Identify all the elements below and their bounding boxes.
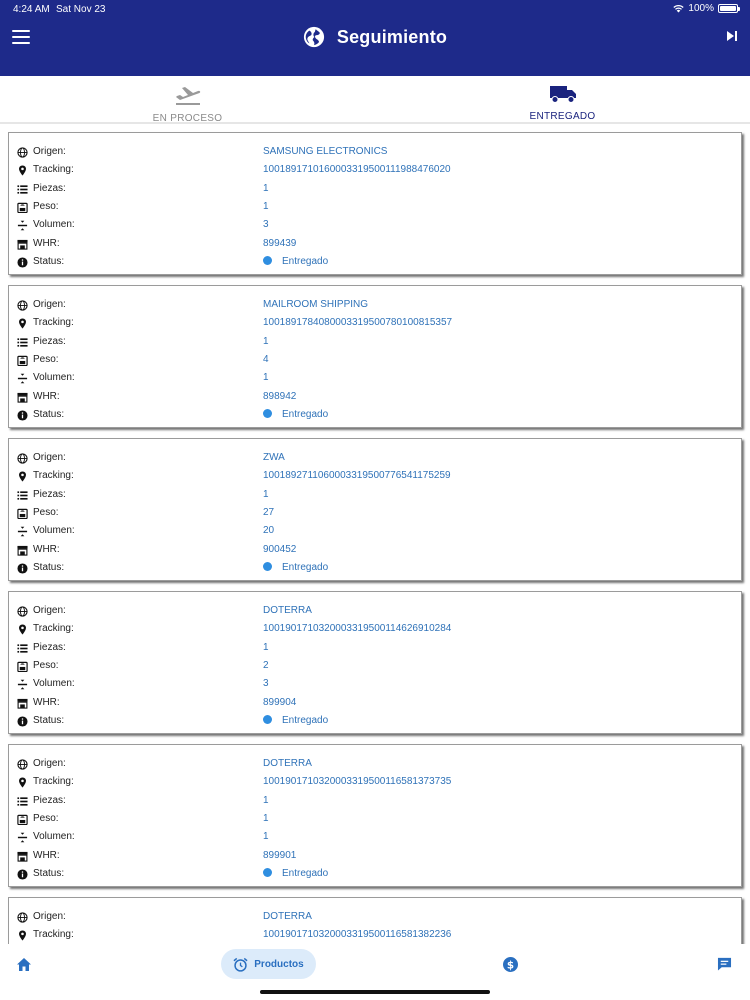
volumen-value: 20 — [263, 525, 275, 537]
field-row-volumen — [9, 217, 743, 235]
field-row-origen — [9, 603, 743, 621]
peso-value: 27 — [263, 506, 275, 518]
field-row-status — [9, 866, 743, 884]
tracking-label: Tracking: — [33, 164, 74, 176]
origen-value: ZWA — [263, 452, 285, 463]
peso-value: 1 — [263, 812, 269, 824]
volumen-value: 3 — [263, 678, 269, 690]
tab-entregado-label: ENTREGADO — [529, 111, 596, 122]
list-icon — [17, 184, 28, 195]
productos-nav-button[interactable] — [221, 949, 316, 979]
origen-label: Origen: — [33, 605, 66, 616]
whr-label: WHR: — [33, 696, 60, 708]
tab-en-proceso-label: EN PROCESO — [152, 113, 223, 124]
status-dot — [263, 562, 272, 571]
tracking-value: 1001901710320003319500116581382236 — [263, 929, 452, 941]
volume-icon — [17, 526, 28, 537]
piezas-label: Piezas: — [33, 641, 66, 653]
globe-icon — [17, 147, 28, 158]
piezas-value: 1 — [263, 794, 269, 806]
field-row-piezas — [9, 487, 743, 505]
peso-label: Peso: — [33, 812, 59, 824]
tracking-value: 1001891710160003319500111988476020 — [263, 164, 451, 176]
field-row-piezas — [9, 334, 743, 352]
whr-value: 899439 — [263, 237, 297, 249]
tracking-value: 1001891784080003319500780100815357 — [263, 317, 453, 329]
volumen-label: Volumen: — [33, 678, 75, 690]
field-row-volumen — [9, 676, 743, 694]
productos-nav-label: Productos — [254, 958, 304, 970]
field-row-whr — [9, 695, 743, 713]
field-row-piezas — [9, 793, 743, 811]
peso-label: Peso: — [33, 353, 59, 365]
whr-label: WHR: — [33, 849, 60, 861]
status-text: Entregado — [282, 561, 329, 573]
list-icon — [17, 643, 28, 654]
info-icon — [17, 563, 28, 574]
peso-value: 2 — [263, 659, 269, 671]
shipment-card[interactable] — [8, 132, 742, 275]
tracking-label: Tracking: — [33, 929, 74, 941]
origen-value: DOTERRA — [263, 758, 312, 769]
status-text: Entregado — [282, 867, 329, 879]
field-row-tracking — [9, 774, 743, 792]
whr-label: WHR: — [33, 237, 60, 249]
field-row-origen — [9, 297, 743, 315]
status-dot — [263, 715, 272, 724]
shipment-card[interactable] — [8, 438, 742, 581]
field-row-whr — [9, 236, 743, 254]
battery-percent: 100% — [688, 3, 714, 14]
tracking-label: Tracking: — [33, 776, 74, 788]
shipment-card[interactable] — [8, 591, 742, 734]
tracking-label: Tracking: — [33, 317, 74, 329]
origen-label: Origen: — [33, 758, 66, 769]
info-icon — [17, 869, 28, 880]
globe-icon — [17, 759, 28, 770]
tracking-value: 1001892711060003319500776541175259 — [263, 470, 451, 482]
warehouse-icon — [17, 239, 28, 250]
warehouse-icon — [17, 392, 28, 403]
status-dot — [263, 409, 272, 418]
status-value — [263, 868, 328, 879]
field-row-piezas — [9, 640, 743, 658]
piezas-label: Piezas: — [33, 182, 66, 194]
alarm-clock-icon — [233, 957, 248, 972]
origen-value: DOTERRA — [263, 605, 312, 616]
field-row-origen — [9, 144, 743, 162]
volumen-label: Volumen: — [33, 372, 75, 384]
tracking-value: 1001901710320003319500116581373735 — [263, 776, 452, 788]
field-row-volumen — [9, 829, 743, 847]
status-time: 4:24 AM — [13, 4, 50, 15]
volume-icon — [17, 832, 28, 843]
field-row-tracking — [9, 315, 743, 333]
status-value — [263, 562, 328, 573]
volumen-value: 3 — [263, 219, 269, 231]
map-pin-icon — [17, 471, 28, 482]
piezas-label: Piezas: — [33, 335, 66, 347]
tab-bar — [0, 76, 750, 124]
volume-icon — [17, 679, 28, 690]
status-dot — [263, 256, 272, 265]
piezas-value: 1 — [263, 335, 269, 347]
field-row-status — [9, 560, 743, 578]
svg-text:$: $ — [506, 959, 515, 972]
whr-value: 898942 — [263, 390, 297, 402]
globe-icon — [17, 606, 28, 617]
whr-value: 900452 — [263, 543, 297, 555]
piezas-label: Piezas: — [33, 488, 66, 500]
delivery-truck-icon — [549, 84, 577, 104]
status-text: Entregado — [282, 255, 329, 267]
volumen-value: 1 — [263, 372, 269, 384]
volumen-label: Volumen: — [33, 219, 75, 231]
volume-icon — [17, 373, 28, 384]
status-value — [263, 715, 328, 726]
status-value — [263, 409, 328, 420]
globe-icon — [17, 453, 28, 464]
volumen-label: Volumen: — [33, 525, 75, 537]
scale-icon — [17, 661, 28, 672]
map-pin-icon — [17, 930, 28, 941]
info-icon — [17, 716, 28, 727]
list-icon — [17, 796, 28, 807]
skip-forward-icon[interactable] — [726, 30, 738, 42]
map-pin-icon — [17, 318, 28, 329]
whr-label: WHR: — [33, 390, 60, 402]
map-pin-icon — [17, 165, 28, 176]
shipment-card[interactable] — [8, 285, 742, 428]
field-row-tracking — [9, 162, 743, 180]
status-text: Entregado — [282, 408, 329, 420]
field-row-status — [9, 254, 743, 272]
field-row-origen — [9, 909, 743, 927]
field-row-peso — [9, 352, 743, 370]
volumen-value: 1 — [263, 831, 269, 843]
origen-label: Origen: — [33, 911, 66, 922]
field-row-status — [9, 713, 743, 731]
globe-icon — [17, 300, 28, 311]
shipment-card[interactable] — [8, 744, 742, 887]
warehouse-icon — [17, 698, 28, 709]
field-row-tracking — [9, 927, 743, 944]
shipment-list[interactable] — [0, 126, 750, 944]
dollar-coin-icon[interactable] — [503, 957, 518, 972]
info-icon — [17, 257, 28, 268]
status-dot — [263, 868, 272, 877]
status-date: Sat Nov 23 — [56, 4, 106, 15]
field-row-peso — [9, 505, 743, 523]
volume-icon — [17, 220, 28, 231]
field-row-peso — [9, 658, 743, 676]
info-icon — [17, 410, 28, 421]
status-label: Status: — [33, 714, 65, 726]
field-row-peso — [9, 199, 743, 217]
tracking-label: Tracking: — [33, 623, 74, 635]
header-title-wrap — [0, 26, 750, 48]
tab-en-proceso[interactable] — [0, 76, 375, 124]
field-row-origen — [9, 756, 743, 774]
origen-label: Origen: — [33, 299, 66, 310]
peso-label: Peso: — [33, 659, 59, 671]
airplane-departure-icon — [174, 84, 202, 106]
field-row-origen — [9, 450, 743, 468]
scale-icon — [17, 202, 28, 213]
field-row-whr — [9, 389, 743, 407]
tracking-label: Tracking: — [33, 470, 74, 482]
whr-value: 899901 — [263, 849, 297, 861]
piezas-label: Piezas: — [33, 794, 66, 806]
warehouse-icon — [17, 851, 28, 862]
scale-icon — [17, 814, 28, 825]
chat-message-icon[interactable] — [717, 957, 732, 971]
tracking-value: 1001901710320003319500114626910284 — [263, 623, 452, 635]
globe-icon — [303, 26, 325, 48]
scale-icon — [17, 355, 28, 366]
peso-label: Peso: — [33, 200, 59, 212]
whr-label: WHR: — [33, 543, 60, 555]
map-pin-icon — [17, 624, 28, 635]
status-label: Status: — [33, 867, 65, 879]
origen-value: DOTERRA — [263, 911, 312, 922]
wifi-icon — [673, 4, 684, 13]
field-row-peso — [9, 811, 743, 829]
globe-icon — [17, 912, 28, 923]
peso-label: Peso: — [33, 506, 59, 518]
battery-icon — [718, 4, 738, 13]
origen-value: MAILROOM SHIPPING — [263, 299, 369, 310]
origen-label: Origen: — [33, 452, 66, 463]
field-row-volumen — [9, 370, 743, 388]
peso-value: 1 — [263, 200, 269, 212]
field-row-piezas — [9, 181, 743, 199]
piezas-value: 1 — [263, 182, 269, 194]
field-row-volumen — [9, 523, 743, 541]
field-row-tracking — [9, 621, 743, 639]
field-row-status — [9, 407, 743, 425]
status-label: Status: — [33, 255, 65, 267]
status-label: Status: — [33, 408, 65, 420]
list-icon — [17, 337, 28, 348]
tab-entregado[interactable] — [375, 76, 750, 124]
field-row-whr — [9, 542, 743, 560]
status-text: Entregado — [282, 714, 329, 726]
origen-value: SAMSUNG ELECTRONICS — [263, 146, 388, 157]
origen-label: Origen: — [33, 146, 66, 157]
map-pin-icon — [17, 777, 28, 788]
status-right — [673, 3, 738, 14]
shipment-card[interactable] — [8, 897, 742, 944]
page-title: Seguimiento — [336, 26, 448, 47]
field-row-tracking — [9, 468, 743, 486]
piezas-value: 1 — [263, 641, 269, 653]
status-value — [263, 256, 328, 267]
app-header — [0, 0, 750, 76]
peso-value: 4 — [263, 353, 269, 365]
home-icon[interactable] — [17, 958, 31, 971]
piezas-value: 1 — [263, 488, 269, 500]
field-row-whr — [9, 848, 743, 866]
list-icon — [17, 490, 28, 501]
volumen-label: Volumen: — [33, 831, 75, 843]
warehouse-icon — [17, 545, 28, 556]
whr-value: 899904 — [263, 696, 297, 708]
home-indicator — [260, 990, 490, 994]
status-label: Status: — [33, 561, 65, 573]
scale-icon — [17, 508, 28, 519]
status-bar — [0, 0, 750, 20]
